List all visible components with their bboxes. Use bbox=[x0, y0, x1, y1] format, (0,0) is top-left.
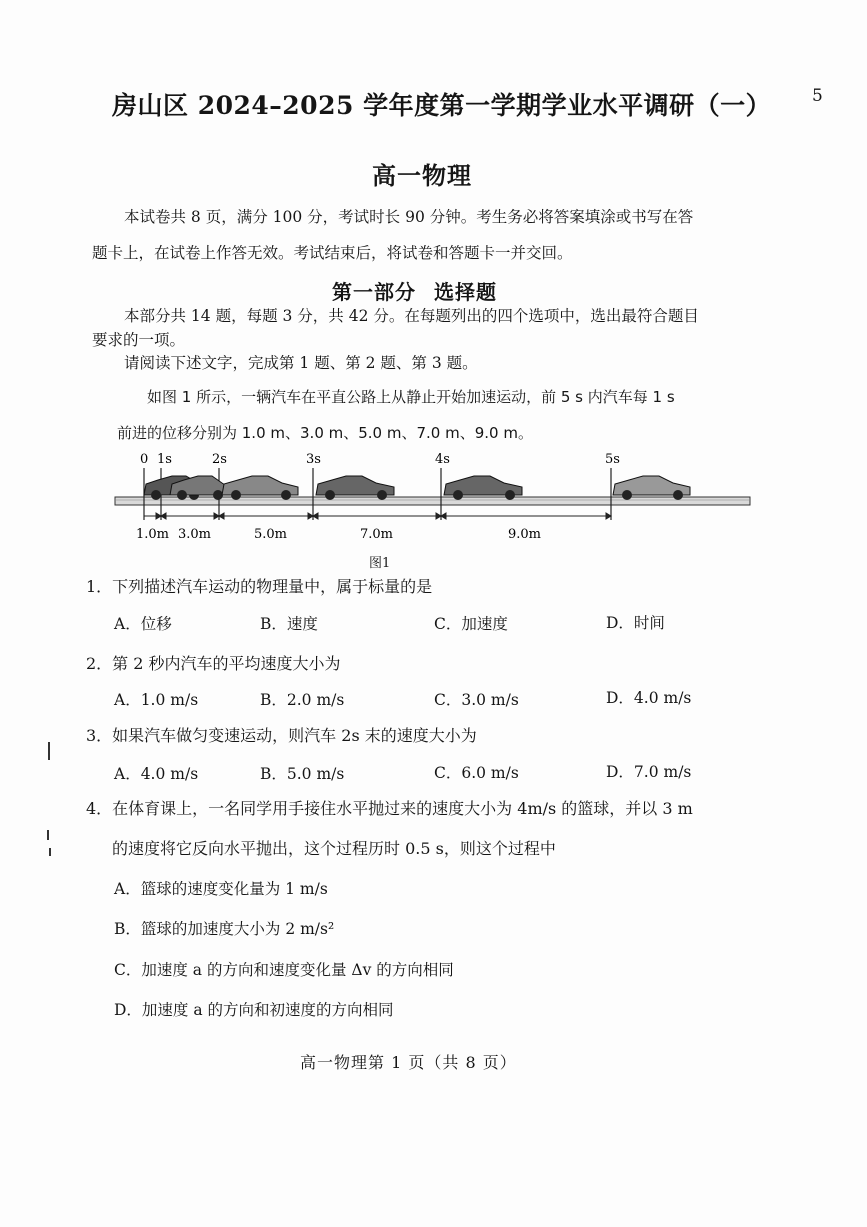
distance-label-5: 9.0m bbox=[508, 527, 542, 542]
page-footer: 高一物理第 1 页（共 8 页） bbox=[300, 1053, 517, 1072]
car-icon bbox=[444, 476, 522, 500]
question-2-stem: 2．第 2 秒内汽车的平均速度大小为 bbox=[86, 654, 341, 673]
figure-1-diagram bbox=[110, 446, 760, 546]
question-1-option-c: C．加速度 bbox=[434, 615, 508, 633]
instructions-line-1: 本试卷共 8 页，满分 100 分，考试时长 90 分钟。考生务必将答案填涂或书写在答 bbox=[124, 208, 694, 226]
time-label-3s: 3s bbox=[306, 452, 321, 467]
distance-label-3: 5.0m bbox=[254, 527, 288, 542]
time-label-4s: 4s bbox=[435, 452, 450, 467]
car-icon bbox=[316, 476, 394, 500]
question-3-option-b: B．5.0 m/s bbox=[260, 765, 345, 783]
scan-margin-mark bbox=[47, 830, 49, 840]
part-description-line-2: 要求的一项。 bbox=[92, 331, 186, 349]
part-title bbox=[332, 276, 515, 305]
time-label-1s: 1s bbox=[157, 452, 172, 467]
distance-label-1: 1.0m bbox=[136, 527, 170, 542]
question-4-option-a: A．篮球的速度变化量为 1 m/s bbox=[114, 880, 328, 898]
figure-caption: 图1 bbox=[369, 556, 391, 571]
scan-margin-mark bbox=[48, 742, 50, 760]
question-4-option-c: C．加速度 a 的方向和速度变化量 Δv 的方向相同 bbox=[114, 961, 454, 979]
question-4-stem-line-1: 4．在体育课上，一名同学用手接住水平抛过来的速度大小为 4m/s 的篮球，并以 3 m bbox=[86, 799, 693, 818]
question-1-option-a: A．位移 bbox=[114, 615, 172, 633]
part-title-number: 第一部分 bbox=[332, 280, 416, 304]
question-3-option-a: A．4.0 m/s bbox=[114, 765, 199, 783]
time-label-0: 0 bbox=[140, 452, 149, 467]
question-1-option-b: B．速度 bbox=[260, 615, 318, 633]
question-3-option-d: D．7.0 m/s bbox=[606, 763, 692, 781]
road bbox=[115, 497, 750, 505]
scan-margin-mark bbox=[49, 848, 51, 856]
car-icon bbox=[613, 476, 690, 500]
question-3-option-c: C．6.0 m/s bbox=[434, 764, 519, 782]
part-description-line-1: 本部分共 14 题，每题 3 分，共 42 分。在每题列出的四个选项中，选出最符合题目 bbox=[124, 307, 699, 325]
time-label-2s: 2s bbox=[212, 452, 227, 467]
time-label-5s: 5s bbox=[605, 452, 620, 467]
distance-label-4: 7.0m bbox=[360, 527, 394, 542]
question-4-stem-line-2: 的速度将它反向水平抛出，这个过程历时 0.5 s，则这个过程中 bbox=[112, 839, 556, 858]
distance-label-2: 3.0m bbox=[178, 527, 212, 542]
reading-prompt: 请阅读下述文字，完成第 1 题、第 2 题、第 3 题。 bbox=[124, 354, 478, 372]
question-4-option-b: B．篮球的加速度大小为 2 m/s² bbox=[114, 920, 335, 938]
question-2-option-b: B．2.0 m/s bbox=[260, 691, 345, 709]
passage-line-2: 前进的位移分别为 1.0 m、3.0 m、5.0 m、7.0 m、9.0 m。 bbox=[117, 424, 533, 442]
passage-line-1: 如图 1 所示，一辆汽车在平直公路上从静止开始加速运动，前 5 s 内汽车每 1 s bbox=[147, 388, 675, 406]
question-1-stem: 1．下列描述汽车运动的物理量中，属于标量的是 bbox=[86, 577, 433, 596]
question-2-option-d: D．4.0 m/s bbox=[606, 689, 692, 707]
question-2-option-c: C．3.0 m/s bbox=[434, 691, 519, 709]
corner-page-mark: 5 bbox=[812, 86, 823, 106]
exam-title: 房山区 2024–2025 学年度第一学期学业水平调研（一） bbox=[112, 91, 772, 120]
question-2-option-a: A．1.0 m/s bbox=[114, 691, 199, 709]
question-1-option-d: D．时间 bbox=[606, 614, 665, 632]
instructions-line-2: 题卡上，在试卷上作答无效。考试结束后，将试卷和答题卡一并交回。 bbox=[92, 244, 573, 262]
distance-arrows bbox=[144, 513, 611, 519]
subject-title: 高一物理 bbox=[372, 161, 472, 190]
question-3-stem: 3．如果汽车做匀变速运动，则汽车 2s 末的速度大小为 bbox=[86, 726, 477, 745]
part-title-name: 选择题 bbox=[434, 280, 497, 304]
car-icon bbox=[222, 476, 298, 500]
question-4-option-d: D．加速度 a 的方向和初速度的方向相同 bbox=[114, 1001, 394, 1019]
